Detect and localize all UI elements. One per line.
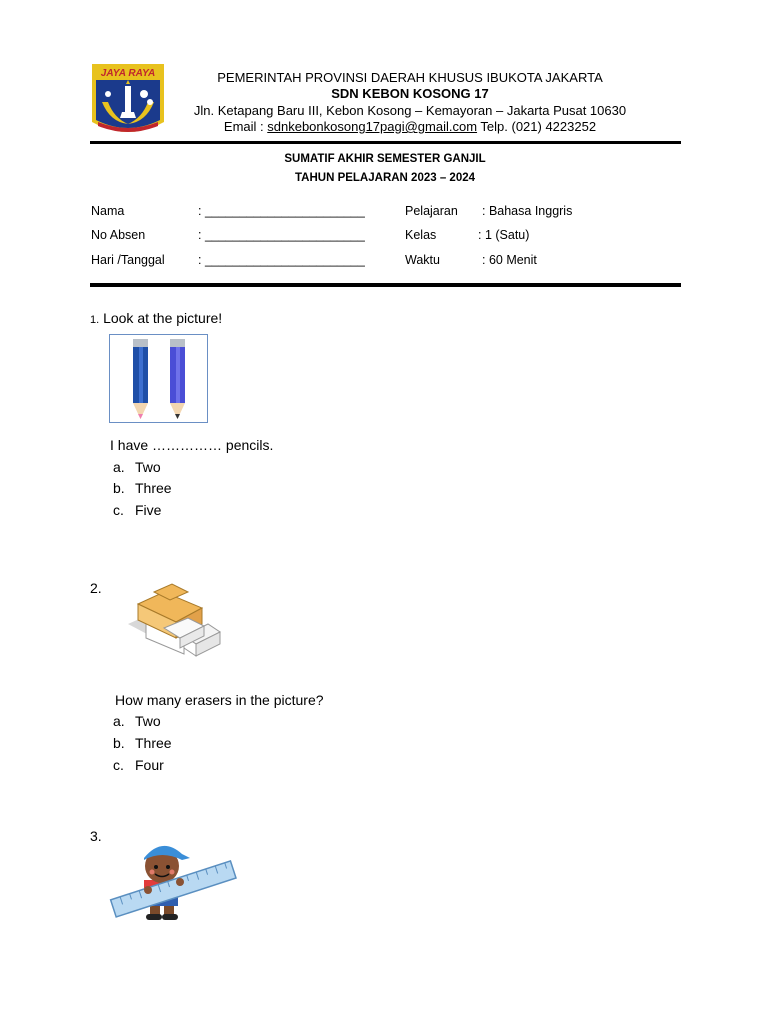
option-c [113,502,161,518]
question-2-number: 2. [90,580,102,596]
email-label: Email : [223,119,268,134]
option-a [113,459,161,475]
time-value: : 60 Menit [482,253,537,267]
jakarta-logo [88,62,168,136]
option-letter: c. [113,502,124,518]
absen-field: : _______________________ [198,228,365,242]
jakarta-crest-icon [88,62,168,136]
exam-title: SUMATIF AKHIR SEMESTER GANJIL [284,153,486,165]
boy-holding-ruler-icon [108,836,238,924]
school-name: SDN KEBON KOSONG 17 [331,86,489,101]
option-text: Five [135,502,162,518]
option-text: Three [135,480,172,496]
question-number: 1. [90,314,100,326]
option-b [113,735,172,751]
pencils-image [109,334,208,423]
subject-label: Pelajaran [405,204,458,218]
name-label: Nama [91,204,125,218]
phone-number: Telp. (021) 4223252 [477,119,597,134]
subject-value: : Bahasa Inggris [482,204,573,218]
name-field: : _______________________ [198,204,365,218]
option-letter: a. [113,459,125,475]
option-b [113,480,172,496]
boy-ruler-image [108,836,238,924]
header-divider [90,141,681,144]
question-3-number: 3. [90,828,102,844]
info-divider [90,283,681,287]
option-text: Two [135,459,161,475]
option-letter: c. [113,757,124,773]
date-field: : _______________________ [198,253,365,267]
government-name: PEMERINTAH PROVINSI DAERAH KHUSUS IBUKOTA JAKARTA [217,70,603,85]
two-pencils-icon [110,335,207,422]
erasers-image [124,582,224,658]
option-letter: b. [113,480,125,496]
four-erasers-icon [124,582,224,658]
option-text: Four [135,757,164,773]
question-1 [90,310,222,326]
time-label: Waktu [405,253,440,267]
class-label: Kelas [405,228,437,242]
svg-text:JAYA RAYA: JAYA RAYA [100,68,156,79]
option-letter: a. [113,713,125,729]
question-prompt: Look at the picture! [103,310,223,326]
question-1-text: I have …………… pencils. [110,437,274,453]
option-text: Three [135,735,172,751]
option-letter: b. [113,735,125,751]
option-a [113,713,161,729]
school-address: Jln. Ketapang Baru III, Kebon Kosong – Kemayoran – Jakarta Pusat 10630 [193,103,627,118]
class-value: : 1 (Satu) [478,228,530,242]
school-contact [180,119,640,134]
exam-year: TAHUN PELAJARAN 2023 – 2024 [294,172,476,184]
question-2-text: How many erasers in the picture? [115,692,324,708]
email-link[interactable]: sdnkebonkosong17pagi@gmail.com [267,119,478,134]
option-text: Two [135,713,161,729]
date-label: Hari /Tanggal [91,253,165,267]
option-c [113,757,164,773]
absen-label: No Absen [91,228,146,242]
